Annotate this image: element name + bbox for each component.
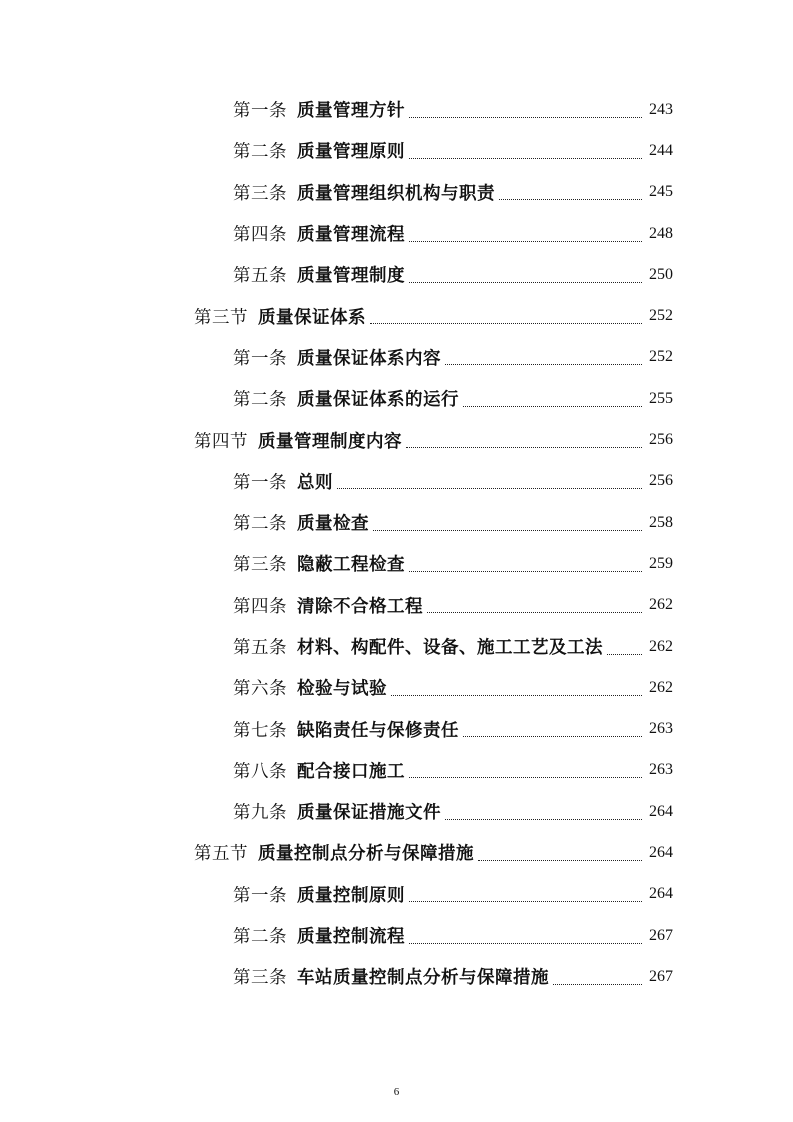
toc-entry-title: 质量保证体系内容 xyxy=(297,348,441,369)
toc-entry-page: 255 xyxy=(649,389,673,407)
toc-entry-number: 第二条 xyxy=(233,390,287,411)
dot-leader xyxy=(370,322,642,324)
toc-entry-number: 第五节 xyxy=(194,844,248,865)
dot-leader xyxy=(607,653,642,655)
toc-entry-page: 256 xyxy=(649,472,673,490)
toc-entry[interactable] xyxy=(0,915,793,956)
toc-entry-page: 250 xyxy=(649,265,673,283)
toc-entry-page: 267 xyxy=(649,926,673,944)
toc-entry-page: 252 xyxy=(649,307,673,325)
dot-leader xyxy=(409,157,642,159)
toc-entry-number: 第二条 xyxy=(233,142,287,163)
toc-entry-title: 材料、构配件、设备、施工工艺及工法 xyxy=(297,638,603,658)
toc-entry[interactable] xyxy=(0,172,793,213)
dot-leader xyxy=(409,570,642,572)
dot-leader xyxy=(445,818,642,820)
toc-entry-title: 质量保证措施文件 xyxy=(297,803,441,824)
toc-entry-number: 第二条 xyxy=(233,927,287,948)
toc-entry-title: 质量管理原则 xyxy=(297,142,405,163)
dot-leader xyxy=(478,859,642,861)
toc-entry-number: 第四节 xyxy=(194,431,248,452)
toc-entry-number: 第一条 xyxy=(233,885,287,906)
dot-leader xyxy=(409,116,642,118)
toc-entry-title: 质量控制点分析与保障措施 xyxy=(258,844,474,865)
toc-entry[interactable] xyxy=(0,750,793,791)
toc-entry-number: 第一条 xyxy=(233,348,287,369)
toc-entry-page: 264 xyxy=(649,885,673,903)
dot-leader xyxy=(406,446,642,448)
toc-entry-page: 245 xyxy=(649,183,673,201)
dot-leader xyxy=(463,405,642,407)
toc-entry-title: 隐蔽工程检查 xyxy=(297,555,405,576)
toc-entry[interactable] xyxy=(0,791,793,832)
toc-entry-title: 车站质量控制点分析与保障措施 xyxy=(297,968,549,989)
toc-entry-page: 244 xyxy=(649,141,673,159)
toc-entry-number: 第二条 xyxy=(233,514,287,535)
dot-leader xyxy=(499,198,642,200)
dot-leader xyxy=(409,776,642,778)
dot-leader xyxy=(553,983,642,985)
toc-entry-page: 263 xyxy=(649,761,673,779)
toc-entry[interactable] xyxy=(0,626,793,667)
toc-entry-title: 质量保证体系的运行 xyxy=(297,390,459,411)
toc-entry[interactable] xyxy=(0,874,793,915)
dot-leader xyxy=(373,529,642,531)
toc-entry-page: 248 xyxy=(649,224,673,242)
toc-entry-page: 252 xyxy=(649,348,673,366)
toc-entry-number: 第一条 xyxy=(233,472,287,493)
toc-entry[interactable] xyxy=(0,419,793,460)
toc-entry-title: 质量控制流程 xyxy=(297,927,405,948)
page-number: 6 xyxy=(393,1086,400,1098)
toc-entry-page: 259 xyxy=(649,554,673,572)
toc-entry[interactable] xyxy=(0,956,793,997)
toc-entry[interactable] xyxy=(0,89,793,130)
dot-leader xyxy=(445,363,642,365)
toc-entry[interactable] xyxy=(0,295,793,336)
toc-entry[interactable] xyxy=(0,667,793,708)
toc-entry[interactable] xyxy=(0,337,793,378)
toc-entry[interactable] xyxy=(0,378,793,419)
toc-entry-title: 缺陷责任与保修责任 xyxy=(297,720,459,741)
toc-entry-page: 263 xyxy=(649,720,673,738)
toc-entry-page: 264 xyxy=(649,843,673,861)
toc-entry-page: 262 xyxy=(649,678,673,696)
toc-entry-page: 262 xyxy=(649,596,673,614)
toc-entry-title: 质量保证体系 xyxy=(258,307,366,328)
dot-leader xyxy=(409,942,642,944)
toc-entry-page: 243 xyxy=(649,100,673,118)
toc-entry-title: 质量管理流程 xyxy=(297,225,405,246)
toc-entry-title: 质量控制原则 xyxy=(297,885,405,906)
toc-entry-title: 质量管理方针 xyxy=(297,101,405,122)
toc-entry-page: 267 xyxy=(649,967,673,985)
toc-entry-title: 质量检查 xyxy=(297,514,369,535)
toc-entry-title: 总则 xyxy=(297,472,333,493)
dot-leader xyxy=(409,900,642,902)
toc-entry[interactable] xyxy=(0,502,793,543)
toc-entry-title: 质量管理制度内容 xyxy=(258,431,402,452)
toc-entry-page: 256 xyxy=(649,431,673,449)
toc-entry-number: 第三条 xyxy=(233,555,287,576)
toc-entry[interactable] xyxy=(0,461,793,502)
dot-leader xyxy=(409,240,642,242)
dot-leader xyxy=(427,611,642,613)
toc-entry-number: 第四条 xyxy=(233,596,287,617)
toc-entry-number: 第一条 xyxy=(233,101,287,122)
toc-entry[interactable] xyxy=(0,585,793,626)
toc-entry-page: 258 xyxy=(649,513,673,531)
toc-entry-number: 第三条 xyxy=(233,968,287,989)
toc-entry-page: 262 xyxy=(649,637,673,655)
dot-leader xyxy=(463,735,642,737)
toc-entry-title: 配合接口施工 xyxy=(297,761,405,782)
toc-entry-number: 第七条 xyxy=(233,720,287,741)
dot-leader xyxy=(391,694,642,696)
toc-entry[interactable] xyxy=(0,254,793,295)
toc-entry[interactable] xyxy=(0,213,793,254)
toc-entry[interactable] xyxy=(0,130,793,171)
toc-entry[interactable] xyxy=(0,708,793,749)
toc-entry-number: 第六条 xyxy=(233,679,287,700)
toc-entry-number: 第五条 xyxy=(233,638,287,658)
toc-entry-page: 264 xyxy=(649,802,673,820)
toc-entry-title: 质量管理制度 xyxy=(297,266,405,287)
toc-entry-number: 第八条 xyxy=(233,761,287,782)
toc-entry[interactable] xyxy=(0,543,793,584)
toc-entry-title: 清除不合格工程 xyxy=(297,596,423,617)
toc-entry-title: 质量管理组织机构与职责 xyxy=(297,183,495,204)
table-of-contents xyxy=(0,89,793,998)
toc-entry-number: 第四条 xyxy=(233,225,287,246)
dot-leader xyxy=(337,487,642,489)
toc-entry[interactable] xyxy=(0,832,793,873)
toc-entry-title: 检验与试验 xyxy=(297,679,387,700)
toc-entry-number: 第三节 xyxy=(194,307,248,328)
toc-entry-number: 第五条 xyxy=(233,266,287,287)
dot-leader xyxy=(409,281,642,283)
toc-entry-number: 第三条 xyxy=(233,183,287,204)
toc-entry-number: 第九条 xyxy=(233,803,287,824)
